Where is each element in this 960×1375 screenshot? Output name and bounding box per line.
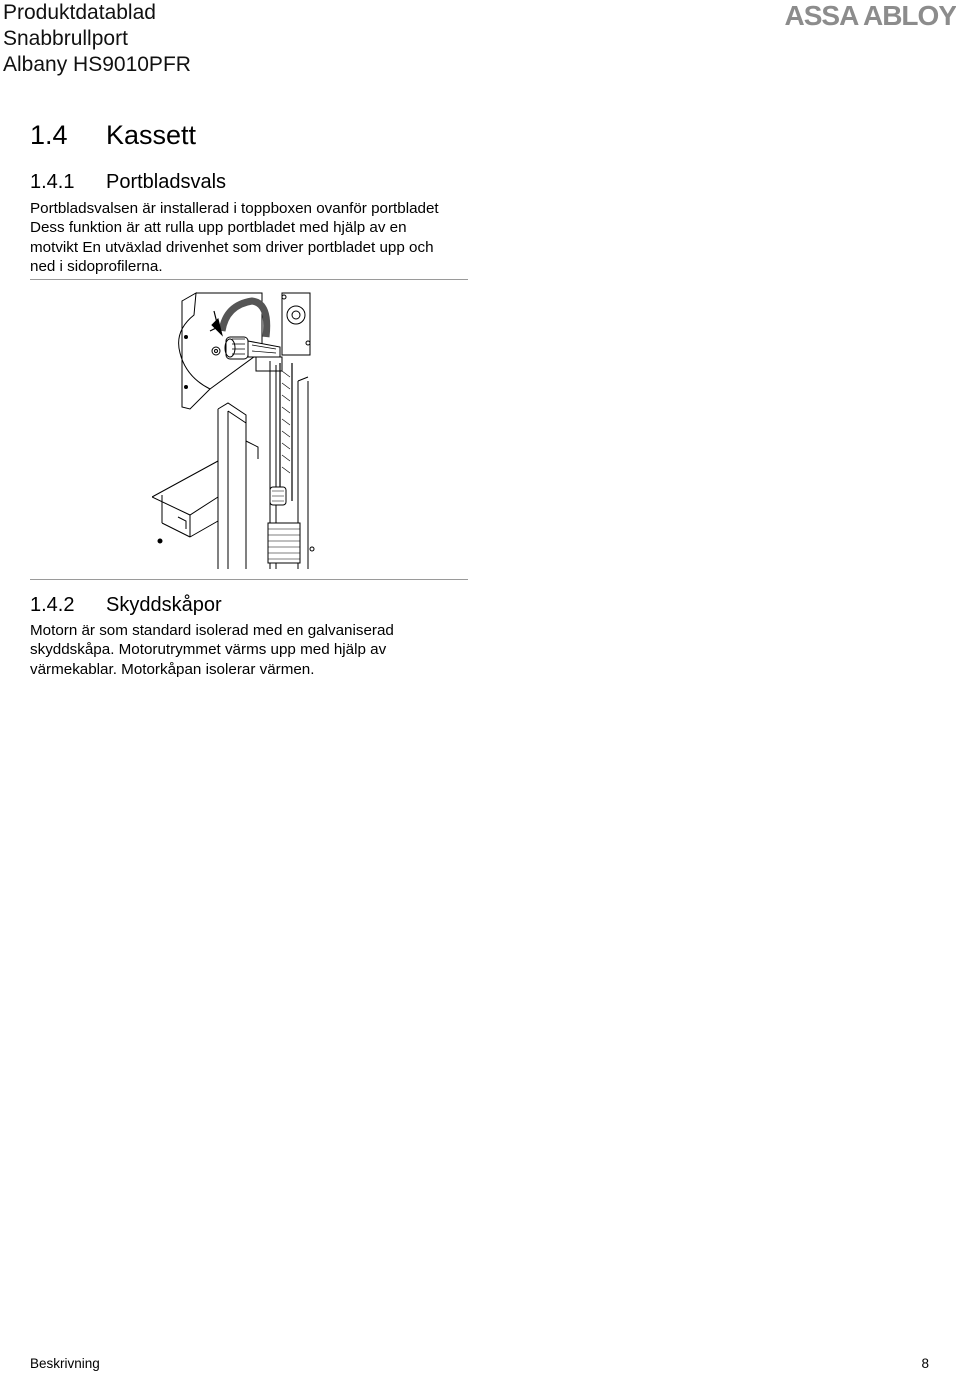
footer-label: Beskrivning: [30, 1356, 100, 1371]
divider-top: [30, 279, 468, 280]
paragraph-line: motvikt En utväxlad drivenhet som driver portbladet upp och: [30, 238, 434, 256]
subsection-heading-skyddskapor: [30, 593, 222, 617]
subsection-heading-portbladsvals: [30, 170, 226, 194]
header-doc-type: Produktdatablad: [3, 1, 156, 24]
paragraph-line: Portbladsvalsen är installerad i toppboxen ovanför portbladet: [30, 200, 439, 217]
subsection-title: Skyddskåpor: [106, 594, 222, 616]
section-number: 1.4: [30, 120, 68, 150]
logo-text: ASSA ABLOY: [784, 0, 956, 30]
header-product-type: Snabbrullport: [3, 27, 128, 50]
skyddskapor-paragraph: [30, 621, 480, 679]
section-title: Kassett: [106, 120, 197, 150]
header-product-model: Albany HS9010PFR: [3, 53, 191, 76]
subsection-number: 1.4.1: [30, 171, 75, 193]
paragraph-line: Dess funktion är att rulla upp portbladet med hjälp av en: [30, 219, 407, 237]
portbladsvals-paragraph: [30, 199, 480, 276]
paragraph-line: ned i sidoprofilerna.: [30, 257, 163, 275]
subsection-title: Portbladsvals: [106, 171, 227, 193]
paragraph-line: värmekablar. Motorkåpan isolerar värmen.: [30, 660, 315, 678]
divider-bottom: [30, 579, 468, 580]
roller-assembly-drawing: [152, 291, 322, 569]
assa-abloy-logo: [780, 0, 956, 30]
paragraph-line: skyddskåpa. Motorutrymmet värms upp med hjälp av: [30, 641, 387, 659]
page-number: 8: [921, 1356, 929, 1371]
document-header: [3, 0, 191, 78]
paragraph-line: Motorn är som standard isolerad med en galvaniserad: [30, 622, 394, 639]
section-heading: [30, 118, 196, 152]
subsection-number: 1.4.2: [30, 594, 75, 616]
